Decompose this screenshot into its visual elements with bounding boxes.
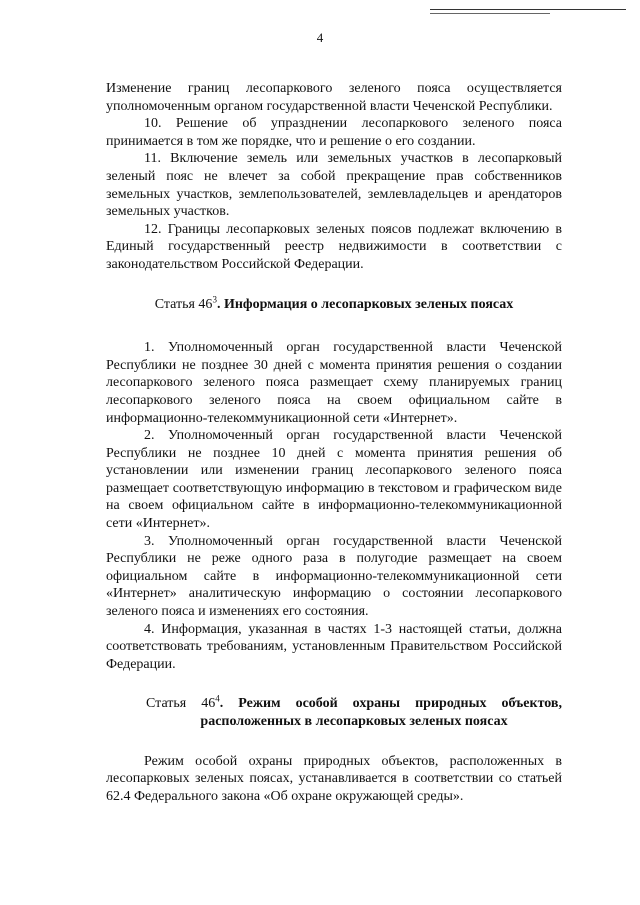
paragraph: 11. Включение земель или земельных участков в лесопарковый зеленый пояс не влечет за собой прекращение прав собственников земельных участков, землепользователей, землевладельцев и арендаторов земельных участков. (106, 151, 562, 220)
paragraph: Изменение границ лесопаркового зеленого пояса осуществляется уполномоченным органом государственной власти Чеченской Республики. (106, 81, 562, 114)
paragraph: 12. Границы лесопарковых зеленых поясов подлежат включению в Единый государственный реестр недвижимости в соответствии с законодательством Российской Федерации. (106, 221, 562, 272)
article-superscript: 4 (215, 693, 220, 704)
paragraph: 1. Уполномоченный орган государственной власти Чеченской Республики не позднее 30 дней с момента принятия решения о создании лесопаркового зеленого пояса размещает схему планируемых границ лесопаркового зеленого пояса на своем официальном сайте в информационно-телекоммуникационной сети «Интернет». (106, 340, 562, 426)
page-number: 4 (316, 30, 324, 45)
article-title: . Информация о лесопарковых зеленых поясах (216, 296, 514, 312)
scan-artifact-line (430, 9, 626, 10)
article-superscript: 3 (212, 293, 217, 304)
article-number: Статья 46 (146, 696, 216, 712)
document-body (106, 80, 562, 805)
paragraph: Режим особой охраны природных объектов, расположенных в лесопарковых зеленых поясах, устанавливается в соответствии со статьей 62.4 Федерального закона «Об охране окружающей среды». (106, 753, 562, 804)
paragraph: 10. Решение об упразднении лесопаркового зеленого пояса принимается в том же порядке, что и решение о его создании. (106, 116, 562, 149)
article-number: Статья 46 (154, 296, 213, 312)
article-heading (106, 695, 562, 730)
paragraph: 4. Информация, указанная в частях 1-3 настоящей статьи, должна соответствовать требованиям, установленным Правительством Российской Федерации. (106, 621, 562, 672)
article-heading (106, 293, 562, 314)
article-title: . Режим особой охраны природных объектов, расположенных в лесопарковых зеленых поясах (200, 696, 562, 729)
scan-artifact-line (430, 13, 550, 14)
paragraph: 2. Уполномоченный орган государственной власти Чеченской Республики не позднее 10 дней с момента принятия решения об установлении или изменении границ лесопаркового зеленого пояса размещает соответствующую информацию в текстовом и графическом виде на своем официальном сайте в информационно-телекоммуникационной сети «Интернет». (106, 428, 562, 532)
paragraph: 3. Уполномоченный орган государственной власти Чеченской Республики не реже одного раза в полугодие размещает на своем официальном сайте в информационно-телекоммуникационной сети «Интернет» аналитическую информацию о состоянии лесопаркового зеленого пояса и изменениях его состояния. (106, 533, 562, 620)
